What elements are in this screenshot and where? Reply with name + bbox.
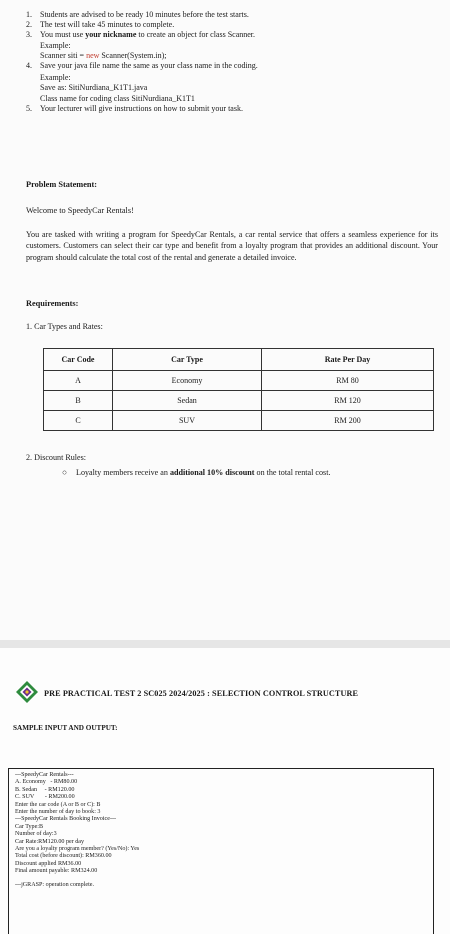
table-cell: RM 80 xyxy=(262,371,434,391)
console-line: Final amount payable: RM324.00 xyxy=(15,868,98,875)
console-line: B. Sedan - RM120.00 xyxy=(15,786,75,793)
example-label: Example: xyxy=(40,73,71,83)
table-cell: RM 120 xyxy=(262,391,434,411)
table-row xyxy=(44,371,434,391)
instruction-item: 5. Your lecturer will give instructions on how to submit your task. xyxy=(26,103,243,113)
car-rates-table xyxy=(43,348,434,431)
instruction-item: 2. The test will take 45 minutes to complete. xyxy=(26,20,175,30)
requirement-discount-rules: 2. Discount Rules: xyxy=(26,453,87,462)
column-header: Rate Per Day xyxy=(262,349,434,371)
table-row xyxy=(44,391,434,411)
console-line: Car Rate:RM120.00 per day xyxy=(15,838,85,845)
example-class-name: Class name for coding class SitiNurdiana_K1T1 xyxy=(40,93,195,103)
table-cell: B xyxy=(44,391,113,411)
console-line: Discount applied RM36.00 xyxy=(15,860,82,867)
instruction-item: 1. Students are advised to be ready 10 minutes before the test starts. xyxy=(26,10,249,19)
problem-statement-heading: Problem Statement: xyxy=(26,180,98,189)
sample-output-console xyxy=(8,768,434,934)
table-header-row xyxy=(44,349,434,371)
example-label: Example: xyxy=(40,40,71,50)
console-line: A. Economy - RM80.00 xyxy=(15,779,78,786)
hollow-bullet-icon: ○ xyxy=(62,468,67,477)
console-line: Total cost (before discount): RM360.00 xyxy=(15,853,112,860)
column-header: Car Type xyxy=(113,349,262,371)
table-cell: Economy xyxy=(113,371,262,391)
problem-statement-body: You are tasked with writing a program for SpeedyCar Rentals, a car rental service that offers a seamless experience for its customers. Customers can select their car type and benefit from a loyalty program that provides an additional discount. Your program should calculate the total cost of the rental and generate a detailed invoice. xyxy=(26,230,438,262)
test-title: PRE PRACTICAL TEST 2 SC025 2024/2025 : SELECTION CONTROL STRUCTURE xyxy=(44,689,359,698)
page-separator xyxy=(0,640,450,648)
page-2 xyxy=(0,648,450,934)
college-logo-icon xyxy=(16,681,38,703)
sample-io-heading: SAMPLE INPUT AND OUTPUT: xyxy=(13,724,118,732)
instructions-list xyxy=(26,10,446,114)
discount-rule-item: ○ Loyalty members receive an additional 10% discount on the total rental cost. xyxy=(62,468,331,477)
console-line: Enter the number of day to book: 3 xyxy=(15,809,101,816)
console-line: Enter the car code (A or B or C): B xyxy=(15,801,101,808)
console-line: ---SpeedyCar Rentals--- xyxy=(15,772,74,778)
console-line: Car Type:B xyxy=(15,823,44,830)
table-row xyxy=(44,411,434,431)
requirements-heading: Requirements: xyxy=(26,299,79,308)
table-cell: Sedan xyxy=(113,391,262,411)
table-cell: RM 200 xyxy=(262,411,434,431)
console-line: Number of day:3 xyxy=(15,831,57,838)
console-line: C. SUV - RM200.00 xyxy=(15,794,75,801)
table-cell: SUV xyxy=(113,411,262,431)
console-footer: ---jGRASP: operation complete. xyxy=(15,881,95,888)
console-line: Are you a loyalty program member? (Yes/No): Yes xyxy=(15,846,140,853)
table-cell: A xyxy=(44,371,113,391)
instruction-item: 4. Save your java file name the same as your class name in the coding. xyxy=(26,61,258,71)
example-code: Scanner siti = new Scanner(System.in); xyxy=(40,50,167,60)
keyword-new: new xyxy=(86,50,100,60)
requirement-car-types: 1. Car Types and Rates: xyxy=(26,322,103,331)
console-line: ---SpeedyCar Rentals Booking Invoice--- xyxy=(15,816,117,823)
column-header: Car Code xyxy=(44,349,113,371)
welcome-text: Welcome to SpeedyCar Rentals! xyxy=(26,206,134,215)
example-save-as: Save as: SitiNurdiana_K1T1.java xyxy=(40,83,148,93)
instruction-item: 3. You must use your nickname to create an object for class Scanner. xyxy=(26,30,256,40)
table-cell: C xyxy=(44,411,113,431)
